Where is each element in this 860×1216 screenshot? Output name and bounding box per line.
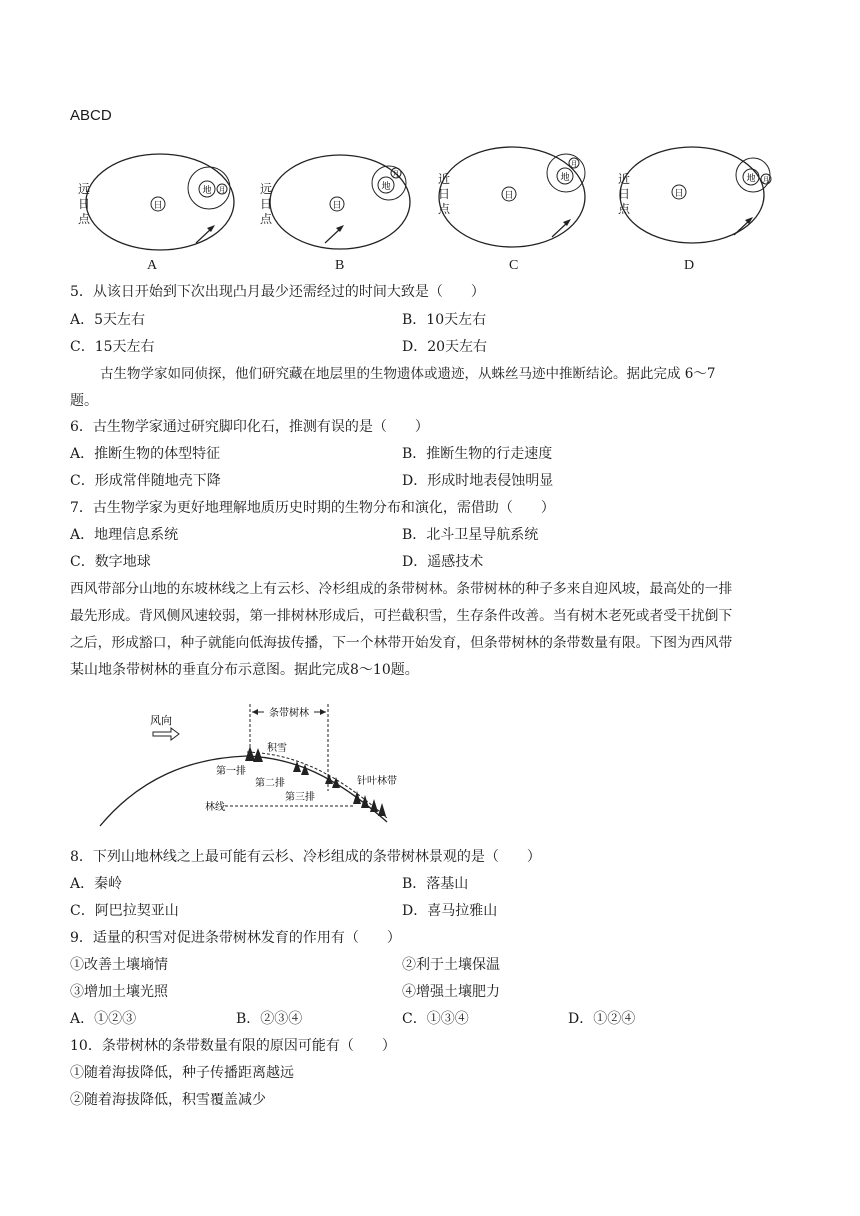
conifer-label: 针叶林带 xyxy=(357,776,397,787)
side-label-a: 远 日 点 xyxy=(78,182,91,226)
q7-option-a: A．地理信息系统 xyxy=(70,527,179,543)
q10-stem: 10．条带树林的条带数量有限的原因可能有（ ） xyxy=(70,1038,396,1054)
sun-label: 日 xyxy=(504,191,514,201)
header-label: ABCD xyxy=(70,107,112,124)
q7-option-d: D．遥感技术 xyxy=(402,554,484,570)
q6-option-c: C．形成常伴随地壳下降 xyxy=(70,473,221,489)
belt-label: 条带树林 xyxy=(269,708,309,719)
intro-6-7-line2: 题。 xyxy=(70,393,98,409)
intro-8-10-line4: 某山地条带树林的垂直分布示意图。据此完成8～10题。 xyxy=(70,662,419,678)
q6-option-a: A．推断生物的体型特征 xyxy=(70,446,221,462)
orbit-diagram-c xyxy=(430,145,600,257)
q5-stem: 5．从该日开始到下次出现凸月最少还需经过的时间大致是（ ） xyxy=(70,284,485,300)
q6-stem: 6．古生物学家通过研究脚印化石，推测有误的是（ ） xyxy=(70,419,429,435)
q6-option-b: B．推断生物的行走速度 xyxy=(402,446,553,462)
q8-option-b: B．落基山 xyxy=(402,876,469,892)
q9-item-2: ②利于土壤保温 xyxy=(402,957,500,973)
side-label-b: 远 日 点 xyxy=(260,182,273,226)
intro-6-7-line1: 古生物学家如同侦探，他们研究藏在地层里的生物遗体或遗迹，从蛛丝马迹中推断结论。据此完成 6～7 xyxy=(100,366,716,382)
earth-label: 地 xyxy=(746,174,756,184)
q10-item-1: ①随着海拔降低，种子传播距离越远 xyxy=(70,1065,294,1081)
q8-option-c: C．阿巴拉契亚山 xyxy=(70,903,179,919)
q9-option-b: B．②③④ xyxy=(236,1011,303,1027)
q9-option-d: D．①②④ xyxy=(568,1011,636,1027)
q9-item-4: ④增强土壤肥力 xyxy=(402,984,500,1000)
earth-label: 地 xyxy=(381,182,391,192)
q7-option-b: B．北斗卫星导航系统 xyxy=(402,527,539,543)
sun-label: 日 xyxy=(332,201,342,211)
snow-label: 积雪 xyxy=(267,743,287,754)
intro-8-10-line3: 之后，形成豁口，种子就能向低海拔传播，下一个林带开始发育，但条带树林的条带数量有限。下图为西风带 xyxy=(70,635,733,651)
intro-8-10-line1: 西风带部分山地的东坡林线之上有云杉、冷杉组成的条带树林。条带树林的种子多来自迎风坡，最高处的一排 xyxy=(70,581,733,597)
row3-label: 第三排 xyxy=(285,792,315,803)
treeline-label: 林线 xyxy=(205,802,225,813)
sun-label: 日 xyxy=(153,201,163,211)
orbit-diagram-b xyxy=(255,150,425,260)
q9-stem: 9．适量的积雪对促进条带树林发育的作用有（ ） xyxy=(70,930,401,946)
caption-c: C xyxy=(509,258,519,273)
earth-label: 地 xyxy=(202,186,212,196)
q5-option-d: D．20天左右 xyxy=(402,339,488,355)
wind-label: 风向 xyxy=(150,714,172,727)
side-label-c: 近 日 点 xyxy=(438,172,451,216)
row1-label: 第一排 xyxy=(216,766,246,777)
q9-option-c: C．①③④ xyxy=(402,1011,469,1027)
moon-label: 月 xyxy=(762,176,770,184)
orbit-diagram-d xyxy=(610,145,785,257)
moon-label: 月 xyxy=(570,160,578,168)
caption-a: A xyxy=(147,258,158,273)
q8-option-d: D．喜马拉雅山 xyxy=(402,903,498,919)
q6-option-d: D．形成时地表侵蚀明显 xyxy=(402,473,554,489)
q5-option-b: B．10天左右 xyxy=(402,312,487,328)
sun-label: 日 xyxy=(674,189,684,199)
q10-item-2: ②随着海拔降低，积雪覆盖减少 xyxy=(70,1092,266,1108)
orbit-diagram-a xyxy=(70,150,240,260)
moon-label: 月 xyxy=(218,186,226,194)
caption-b: B xyxy=(335,258,345,273)
tree-row-1 xyxy=(245,746,263,762)
q5-option-a: A．5天左右 xyxy=(70,312,146,328)
intro-8-10-line2: 最先形成。背风侧风速较弱，第一排树林形成后，可拦截积雪，生存条件改善。当有树木老死或者受干扰倒下 xyxy=(70,608,733,624)
q7-option-c: C．数字地球 xyxy=(70,554,151,570)
row2-label: 第二排 xyxy=(255,778,285,789)
q7-stem: 7．古生物学家为更好地理解地质历史时期的生物分布和演化，需借助（ ） xyxy=(70,500,555,516)
side-label-d: 近 日 点 xyxy=(618,172,631,216)
q9-item-1: ①改善土壤墒情 xyxy=(70,957,168,973)
q8-stem: 8．下列山地林线之上最可能有云杉、冷杉组成的条带树林景观的是（ ） xyxy=(70,849,541,865)
q9-item-3: ③增加土壤光照 xyxy=(70,984,168,1000)
earth-label: 地 xyxy=(560,173,570,183)
moon-label: 月 xyxy=(392,170,400,178)
q8-option-a: A．秦岭 xyxy=(70,876,123,892)
q5-option-c: C．15天左右 xyxy=(70,339,155,355)
caption-d: D xyxy=(684,258,695,273)
q9-option-a: A．①②③ xyxy=(70,1011,137,1027)
belt-forest-figure xyxy=(95,696,405,831)
